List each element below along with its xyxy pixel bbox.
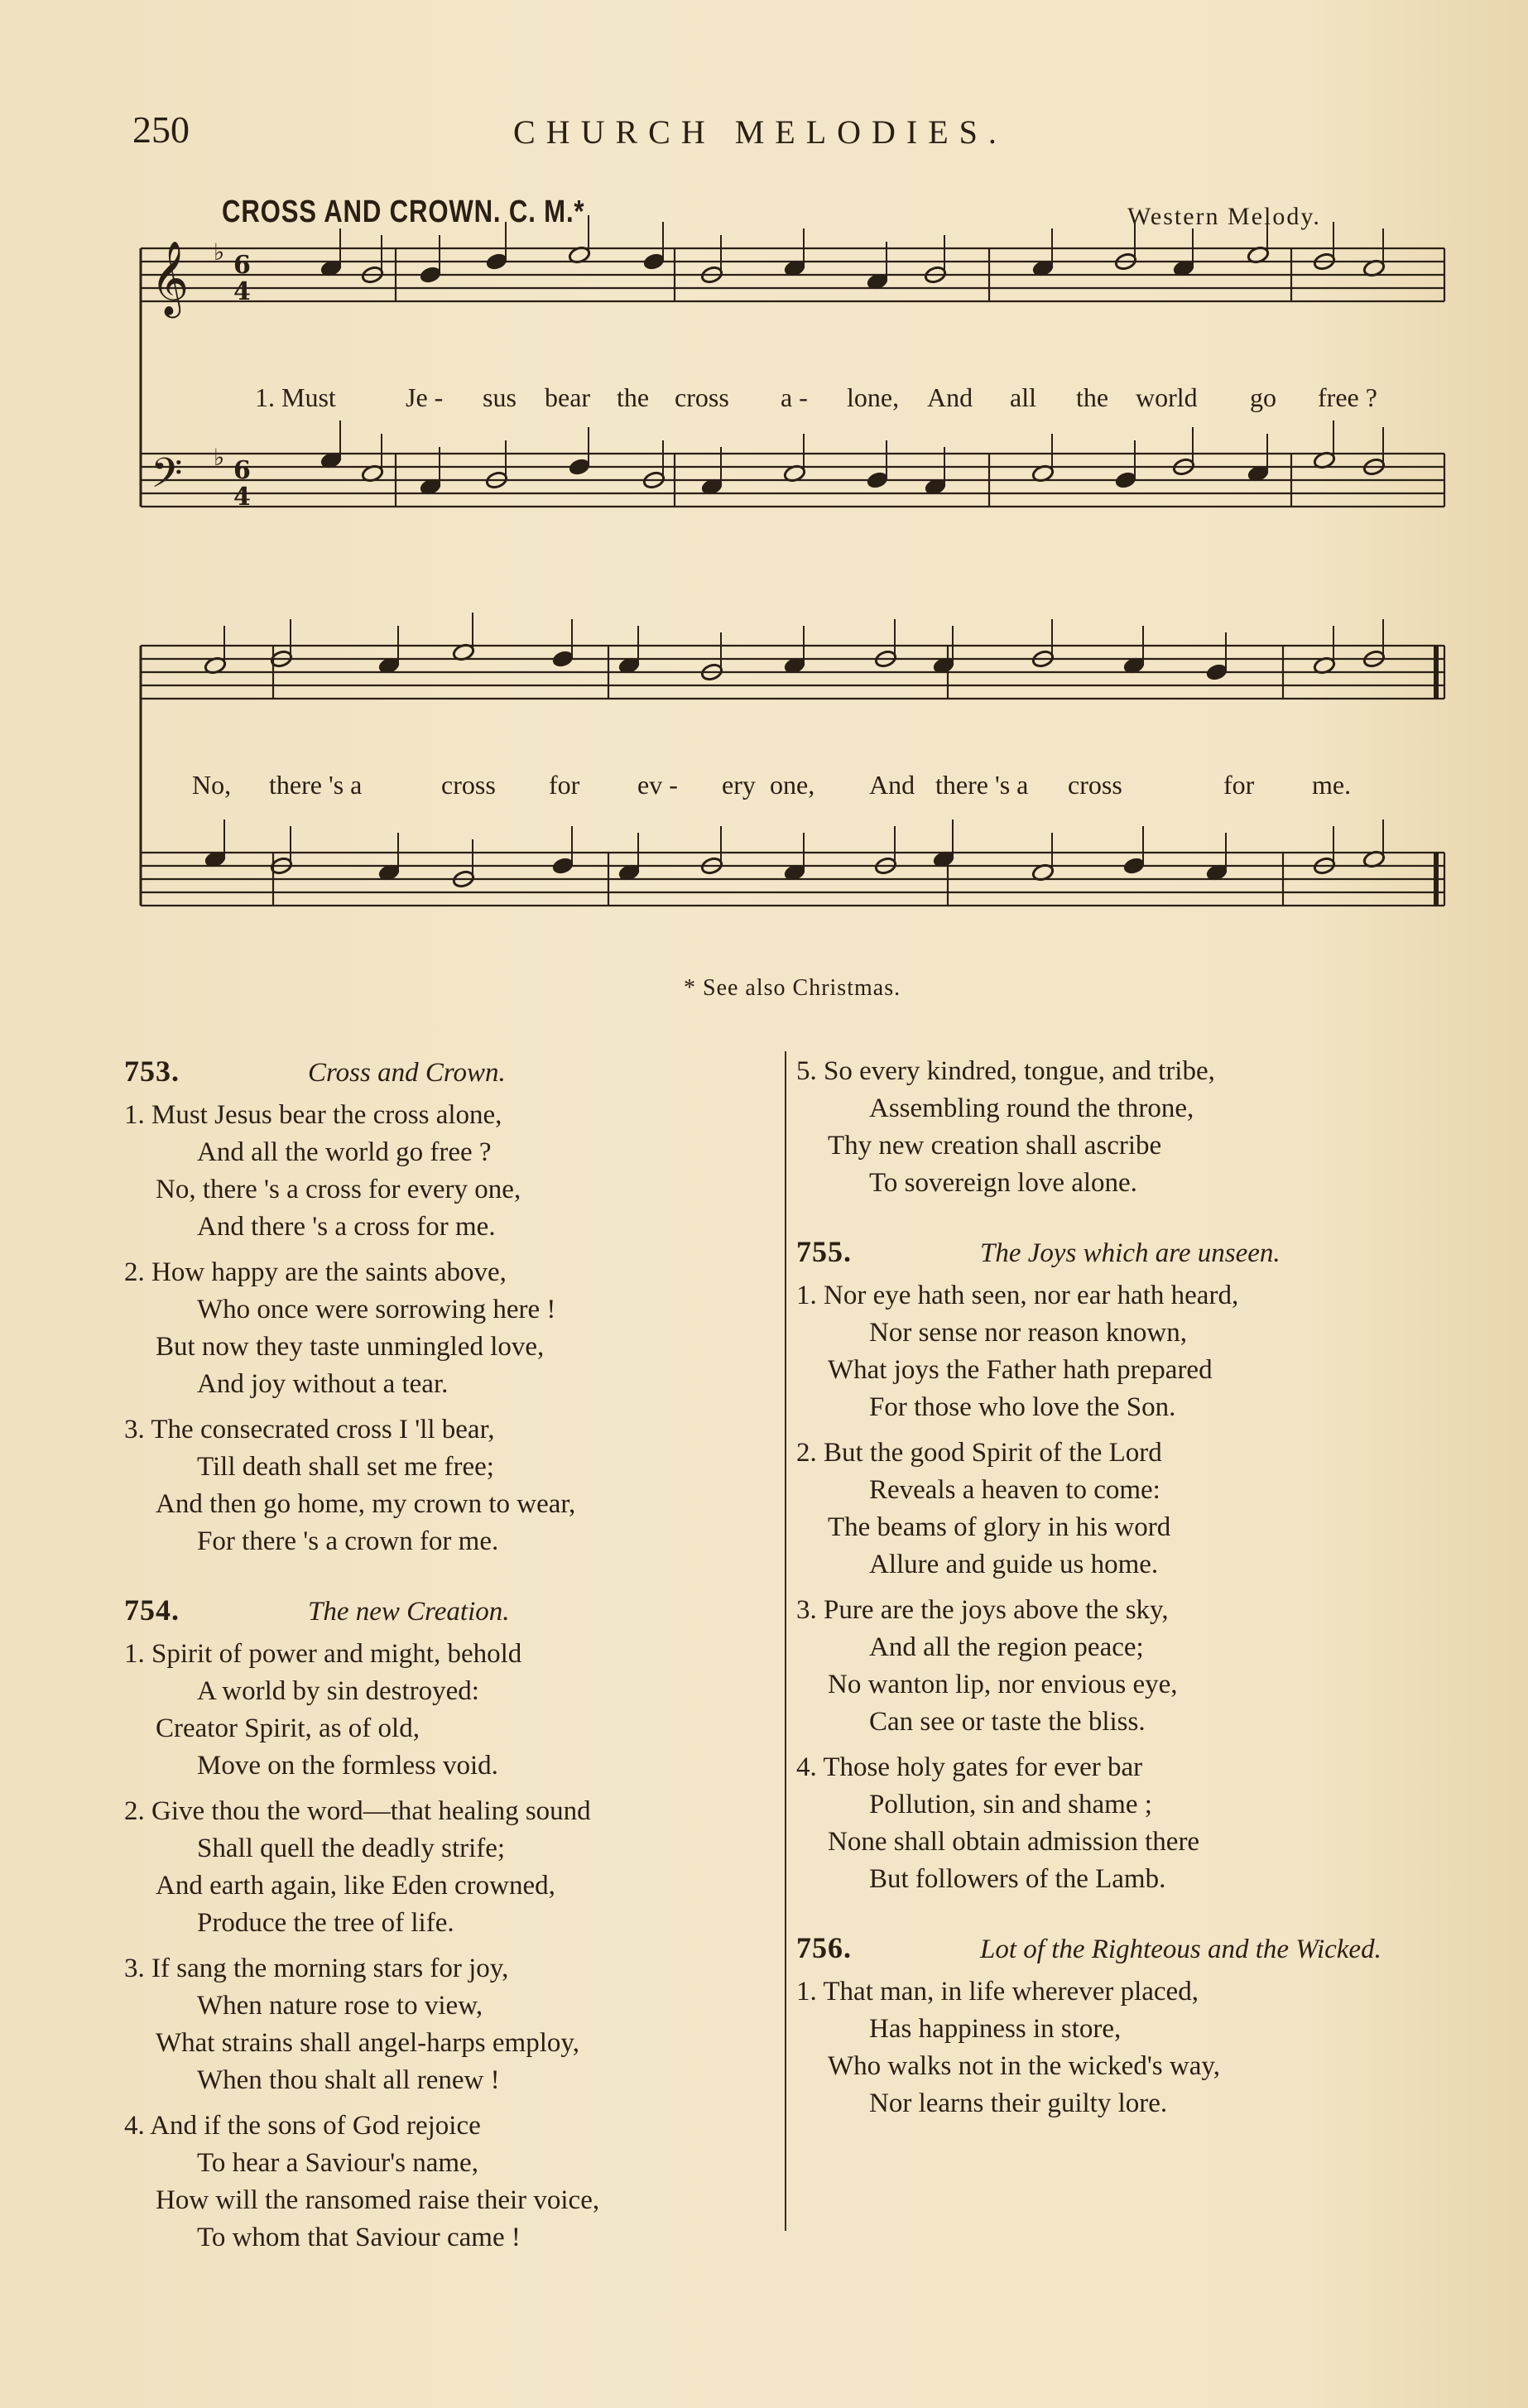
- stanza-line: A world by sin destroyed:: [197, 1676, 479, 1706]
- lyric-syllable: And: [927, 382, 973, 412]
- lyric-syllable: all: [1010, 382, 1036, 412]
- hymn-number: 755.: [796, 1235, 852, 1268]
- treble-clef-icon: 𝄞: [151, 241, 190, 315]
- lyric-syllable: No,: [192, 770, 232, 800]
- lyric-syllable: ev -: [637, 770, 678, 800]
- stanza-line: To hear a Saviour's name,: [197, 2148, 478, 2178]
- stanza-line: No wanton lip, nor envious eye,: [828, 1670, 1178, 1699]
- stanza-line: Can see or taste the bliss.: [869, 1707, 1146, 1737]
- hymn-number: 753.: [124, 1055, 180, 1088]
- stanza-line: For there 's a crown for me.: [197, 1526, 499, 1556]
- note-head: [1114, 470, 1137, 489]
- tune-lyrics-line-1: [0, 382, 1528, 416]
- stanza-line: And then go home, my crown to wear,: [156, 1489, 576, 1519]
- hymn-title: The new Creation.: [308, 1597, 510, 1627]
- hymn-column-left: [124, 1053, 778, 2265]
- stanza-line: 1. That man, in life wherever placed,: [796, 1977, 1199, 2007]
- stanza-line: 1. Spirit of power and might, behold: [124, 1639, 522, 1669]
- page-number: 250: [132, 108, 190, 151]
- stanza-line: To sovereign love alone.: [869, 1168, 1137, 1198]
- note-head: [419, 265, 442, 284]
- note-head: [551, 856, 574, 875]
- stanza-line: But now they taste unmingled love,: [156, 1332, 545, 1362]
- stanza-line: What joys the Father hath prepared: [828, 1355, 1213, 1385]
- lyric-syllable: there 's a: [935, 770, 1029, 800]
- stanza: [796, 1277, 1442, 1426]
- stanza: [796, 1592, 1442, 1741]
- lyric-syllable: the: [1076, 382, 1109, 412]
- time-signature-bottom: 4: [233, 277, 251, 306]
- lyric-syllable: lone,: [847, 382, 900, 412]
- stanza-line: 3. The consecrated cross I 'll bear,: [124, 1415, 495, 1444]
- tune-lyrics-line-2: [0, 770, 1528, 803]
- lyric-syllable: there 's a: [269, 770, 363, 800]
- stanza-line: Allure and guide us home.: [869, 1550, 1159, 1579]
- stanza: [796, 1973, 1442, 2122]
- running-head: CHURCH MELODIES.: [513, 113, 1007, 151]
- stanza-line: 1. Nor eye hath seen, nor ear hath heard,: [796, 1281, 1239, 1310]
- lyric-syllable: cross: [675, 382, 729, 412]
- stanza-line: 3. If sang the morning stars for joy,: [124, 1954, 509, 1983]
- stanza-line: The beams of glory in his word: [828, 1512, 1171, 1542]
- hymn-heading: [124, 1053, 778, 1092]
- stanza-line: Move on the formless void.: [197, 1751, 498, 1781]
- hymn-column-right: [796, 1053, 1442, 2131]
- lyric-syllable: the: [617, 382, 650, 412]
- hymn-heading: [796, 1233, 1442, 1272]
- hymn-number: 756.: [796, 1931, 852, 1964]
- stanza: [124, 1097, 778, 1246]
- tune-title: CROSS AND CROWN. C. M.*: [222, 195, 585, 229]
- note-head: [568, 457, 591, 476]
- stanza-line: Nor learns their guilty lore.: [869, 2088, 1168, 2118]
- stanza-line: 3. Pure are the joys above the sky,: [796, 1595, 1169, 1625]
- stanza-line: 1. Must Jesus bear the cross alone,: [124, 1100, 502, 1130]
- note-head: [1205, 662, 1228, 681]
- note-head: [551, 649, 574, 668]
- stanza-line: How will the ransomed raise their voice,: [156, 2185, 600, 2215]
- stanza-line: To whom that Saviour came !: [197, 2223, 521, 2252]
- note-head: [485, 252, 508, 271]
- stanza-line: None shall obtain admission there: [828, 1827, 1200, 1857]
- lyric-syllable: me.: [1312, 770, 1352, 800]
- column-divider: [785, 1051, 786, 2231]
- lyric-syllable: a -: [781, 382, 808, 412]
- stanza: [796, 1053, 1442, 1202]
- stanza-line: Shall quell the deadly strife;: [197, 1834, 506, 1863]
- hymn-title: Lot of the Righteous and the Wicked.: [980, 1935, 1381, 1964]
- tune-source: Western Melody.: [1127, 203, 1321, 230]
- stanza-line: No, there 's a cross for every one,: [156, 1175, 521, 1204]
- stanza-line: Creator Spirit, as of old,: [156, 1713, 420, 1743]
- music-score: [0, 0, 1528, 1010]
- stanza-line: And all the world go free ?: [197, 1137, 492, 1167]
- stanza: [124, 1411, 778, 1560]
- tune-footnote: * See also Christmas.: [684, 975, 901, 1001]
- time-signature-bottom: 4: [233, 483, 251, 512]
- stanza-line: 2. Give thou the word—that healing sound: [124, 1796, 591, 1826]
- stanza: [124, 2108, 778, 2257]
- stanza-line: Has happiness in store,: [869, 2014, 1122, 2044]
- stanza-line: For those who love the Son.: [869, 1392, 1176, 1422]
- stanza-line: And earth again, like Eden crowned,: [156, 1871, 555, 1901]
- lyric-syllable: world: [1136, 382, 1198, 412]
- stanza-line: Assembling round the throne,: [869, 1093, 1194, 1123]
- lyric-syllable: free ?: [1318, 382, 1377, 412]
- lyric-syllable: go: [1250, 382, 1276, 412]
- time-signature-top: 6: [233, 251, 251, 280]
- hymn-spacer: [796, 1210, 1442, 1233]
- lyric-syllable: And: [869, 770, 915, 800]
- note-head: [642, 252, 665, 271]
- stanza-line: Pollution, sin and shame ;: [869, 1790, 1152, 1819]
- stanza-line: 2. But the good Spirit of the Lord: [796, 1438, 1162, 1468]
- note-head: [1122, 856, 1146, 875]
- lyric-syllable: for: [1223, 770, 1255, 800]
- lyric-syllable: ery: [722, 770, 756, 800]
- stanza-line: And joy without a tear.: [197, 1369, 449, 1399]
- lyric-syllable: cross: [441, 770, 496, 800]
- stanza-line: Who walks not in the wicked's way,: [828, 2051, 1220, 2081]
- hymn-spacer: [796, 1906, 1442, 1930]
- flat-sign: ♭: [214, 444, 225, 471]
- stanza-line: 5. So every kindred, tongue, and tribe,: [796, 1056, 1215, 1086]
- lyric-syllable: cross: [1068, 770, 1122, 800]
- hymn-title: Cross and Crown.: [308, 1058, 506, 1088]
- lyric-syllable: Je -: [406, 382, 444, 412]
- hymn-heading: [796, 1930, 1442, 1968]
- stanza-line: But followers of the Lamb.: [869, 1864, 1166, 1894]
- stanza-line: 2. How happy are the saints above,: [124, 1257, 507, 1287]
- stanza-line: Thy new creation shall ascribe: [828, 1131, 1162, 1161]
- stanza-line: 4. Those holy gates for ever bar: [796, 1752, 1143, 1782]
- stanza: [124, 1950, 778, 2099]
- stanza-line: What strains shall angel-harps employ,: [156, 2028, 579, 2058]
- stanza-line: When thou shalt all renew !: [197, 2065, 500, 2095]
- flat-sign: ♭: [214, 238, 225, 266]
- time-signature-top: 6: [233, 456, 251, 485]
- lyric-syllable: sus: [483, 382, 517, 412]
- lyric-syllable: bear: [545, 382, 591, 412]
- stanza-line: And all the region peace;: [869, 1632, 1144, 1662]
- stanza-line: When nature rose to view,: [197, 1991, 483, 2021]
- stanza-line: Who once were sorrowing here !: [197, 1295, 556, 1324]
- hymn-heading: [124, 1592, 778, 1631]
- stanza-line: Nor sense nor reason known,: [869, 1318, 1187, 1348]
- stanza: [124, 1254, 778, 1403]
- hymn-spacer: [124, 1569, 778, 1592]
- stanza-line: Reveals a heaven to come:: [869, 1475, 1160, 1505]
- note-head: [866, 470, 889, 489]
- stanza-line: And there 's a cross for me.: [197, 1212, 496, 1242]
- stanza: [124, 1636, 778, 1785]
- lyric-syllable: for: [549, 770, 580, 800]
- stanza: [796, 1749, 1442, 1898]
- stanza-line: 4. And if the sons of God rejoice: [124, 2111, 481, 2141]
- stanza-line: Produce the tree of life.: [197, 1908, 454, 1938]
- stanza: [124, 1793, 778, 1942]
- hymn-number: 754.: [124, 1593, 180, 1627]
- stanza-line: Till death shall set me free;: [197, 1452, 494, 1482]
- bass-clef-icon: 𝄢: [151, 449, 183, 507]
- hymn-title: The Joys which are unseen.: [980, 1238, 1281, 1268]
- stanza: [796, 1435, 1442, 1584]
- lyric-syllable: 1. Must: [255, 382, 336, 412]
- lyric-syllable: one,: [770, 770, 815, 800]
